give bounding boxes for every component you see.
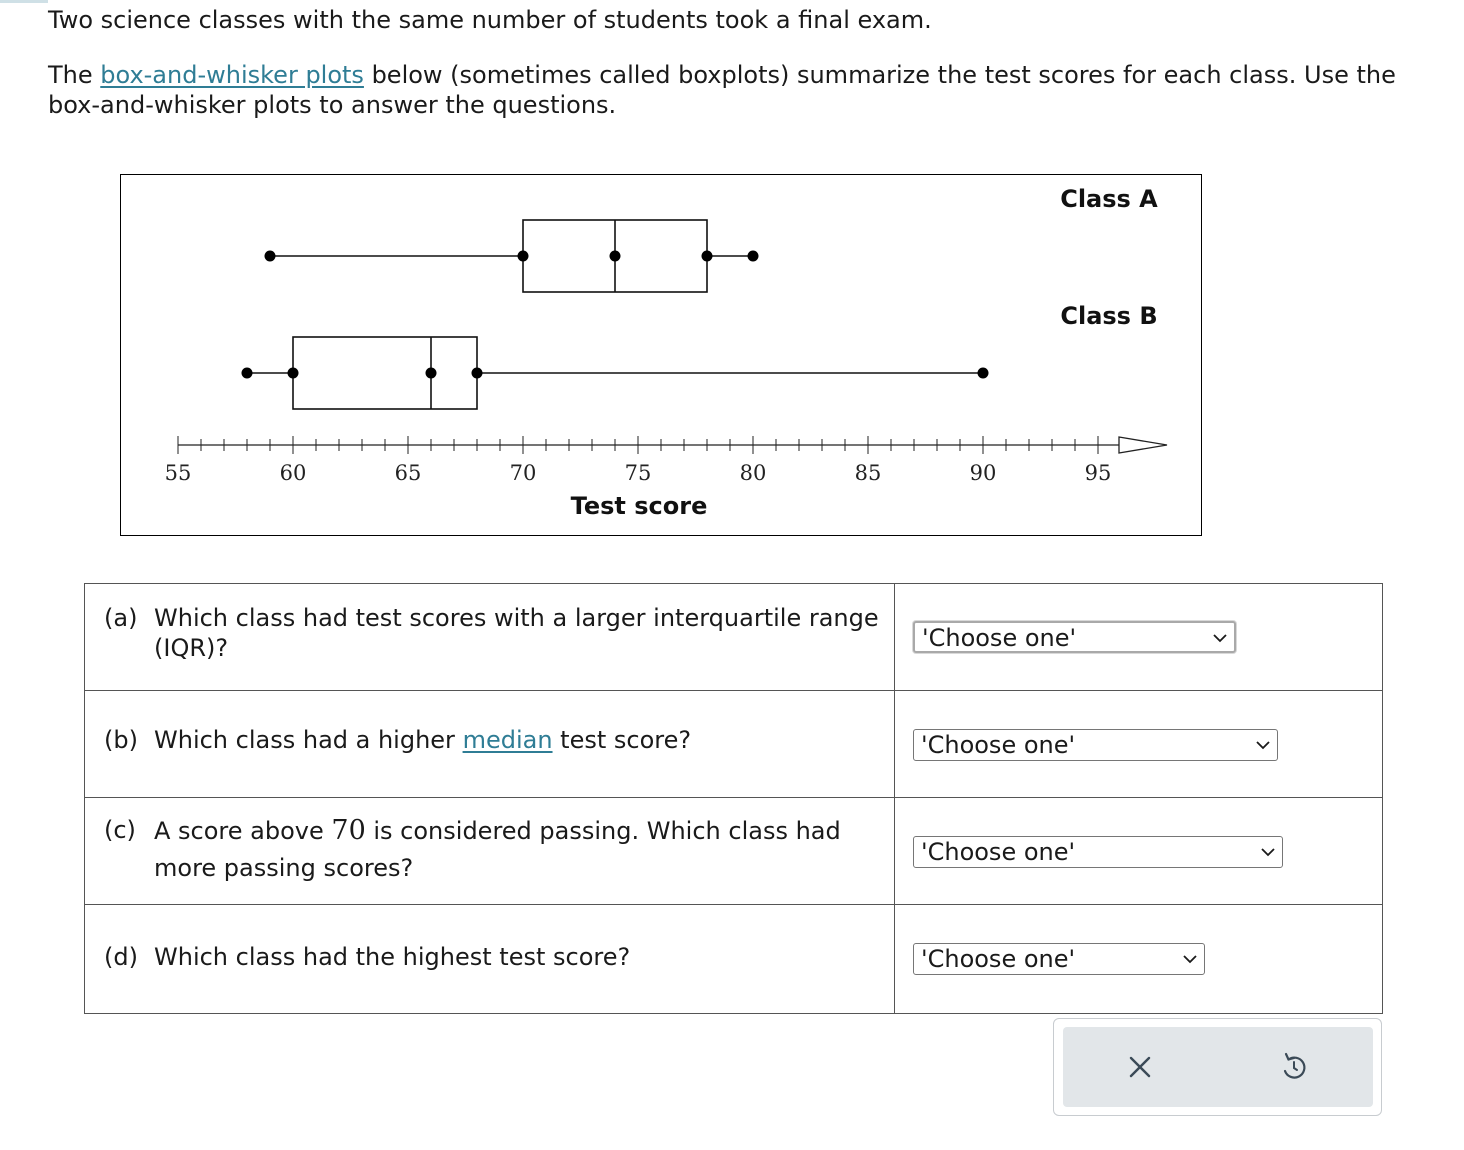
median-link[interactable]: median [462, 726, 553, 754]
question-a-text: Which class had test scores with a larger interquartile range (IQR)? [154, 604, 879, 662]
question-c-text-start: A score above [154, 816, 332, 845]
question-d [85, 905, 895, 1014]
answer-select-a-value: 'Choose one' [922, 624, 1077, 652]
boxplots-link[interactable]: box-and-whisker plots [100, 61, 364, 89]
median-point [426, 368, 437, 379]
max-point [748, 251, 759, 262]
q3-point [702, 251, 713, 262]
median-point [610, 251, 621, 262]
q1-point [518, 251, 529, 262]
tick-label: 95 [1084, 461, 1112, 485]
series-label: Class B [1060, 302, 1158, 330]
question-b-letter: (b) [104, 726, 138, 754]
question-a [85, 584, 895, 691]
passing-score-value: 70 [331, 814, 366, 846]
question-c-text-end: is considered passing. Which class had more passing scores? [154, 816, 841, 882]
intro-text-1: Two science classes with the same number of students took a final exam. [48, 6, 932, 34]
clear-button[interactable] [1120, 1047, 1160, 1087]
question-c [85, 798, 895, 905]
question-row-c [85, 798, 1383, 905]
tick-label: 80 [739, 461, 767, 485]
question-b [85, 691, 895, 798]
tick-label: 65 [394, 461, 422, 485]
answer-cell-c [895, 798, 1383, 905]
answer-select-d[interactable] [913, 943, 1205, 975]
answer-select-a[interactable] [913, 621, 1236, 653]
answer-toolbar [1053, 1018, 1382, 1116]
q3-point [472, 368, 483, 379]
min-point [265, 251, 276, 262]
question-c-text [154, 812, 882, 887]
x-axis-label: Test score [570, 492, 708, 520]
tick-label: 90 [969, 461, 997, 485]
tick-label: 70 [509, 461, 537, 485]
chevron-down-icon [1212, 631, 1228, 645]
boxplot-class-b [242, 302, 1158, 409]
question-row-d [85, 905, 1383, 1014]
series-label: Class A [1060, 185, 1158, 213]
close-icon [1120, 1047, 1160, 1087]
chevron-down-icon [1182, 952, 1198, 966]
tick-label: 75 [624, 461, 652, 485]
question-row-a [85, 584, 1383, 691]
intro-text-2-end: below (sometimes called boxplots) summarize the test scores for each class. Use the box-and-whisker plots to answer the questions. [48, 61, 1396, 119]
chevron-down-icon [1255, 738, 1271, 752]
boxplot-class-a [265, 185, 1159, 292]
question-d-text: Which class had the highest test score? [154, 943, 631, 971]
tick-label: 85 [854, 461, 882, 485]
answer-select-c-value: 'Choose one' [921, 838, 1076, 866]
boxplot-chart [120, 174, 1202, 536]
top-accent-bar [0, 0, 48, 3]
question-c-letter: (c) [104, 815, 136, 844]
min-point [242, 368, 253, 379]
undo-icon [1274, 1047, 1314, 1087]
question-b-text [154, 725, 882, 755]
q1-point [288, 368, 299, 379]
question-b-text-end: test score? [552, 726, 692, 754]
answer-select-b[interactable] [913, 729, 1278, 761]
answer-cell-b [895, 691, 1383, 798]
question-d-letter: (d) [104, 943, 138, 971]
undo-button[interactable] [1274, 1047, 1314, 1087]
iqr-box [293, 337, 477, 409]
questions-table [84, 583, 1383, 1014]
question-b-text-start: Which class had a higher [154, 726, 463, 754]
tick-label: 55 [164, 461, 192, 485]
question-a-letter: (a) [104, 604, 138, 632]
toolbar-panel [1063, 1027, 1373, 1107]
answer-select-c[interactable] [913, 836, 1283, 868]
answer-cell-d [895, 905, 1383, 1014]
intro-text-2 [48, 60, 1428, 120]
x-axis-arrow [1119, 437, 1167, 453]
boxplot-svg [121, 175, 1201, 535]
max-point [978, 368, 989, 379]
answer-cell-a [895, 584, 1383, 691]
chevron-down-icon [1260, 845, 1276, 859]
question-row-b [85, 691, 1383, 798]
tick-label: 60 [279, 461, 307, 485]
answer-select-d-value: 'Choose one' [921, 945, 1076, 973]
answer-select-b-value: 'Choose one' [921, 731, 1076, 759]
intro-text-2-start: The [48, 61, 101, 89]
